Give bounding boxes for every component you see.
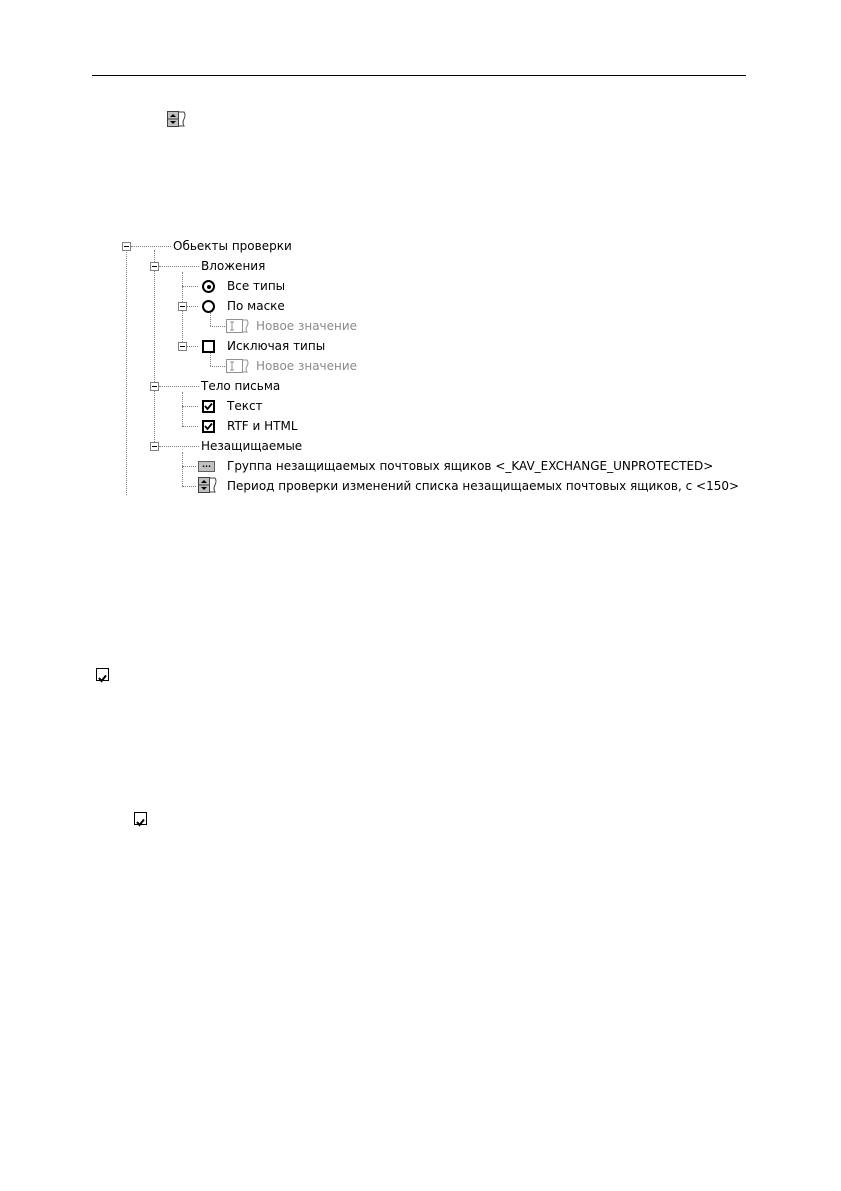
- unprotected-period-label[interactable]: Период проверки изменений списка незащищаемых почтовых ящиков, с <150>: [227, 479, 740, 493]
- collapse-toggle-icon[interactable]: [150, 262, 159, 271]
- text-label[interactable]: Текст: [227, 399, 263, 413]
- tree-connector: [182, 392, 183, 426]
- tree-connector: [182, 286, 198, 287]
- tree-item-message-body-label[interactable]: Тело письма: [201, 379, 281, 393]
- all-types-label[interactable]: Все типы: [227, 279, 286, 293]
- spin-edit-icon: [198, 477, 222, 495]
- tree-connector: [187, 346, 198, 347]
- unprotected-group-label[interactable]: Группа незащищаемых почтовых ящиков <_KAV_EXCHANGE_UNPROTECTED>: [227, 459, 714, 473]
- tree-connector: [159, 266, 199, 267]
- tree-connector: [131, 246, 171, 247]
- collapse-toggle-icon[interactable]: [178, 342, 187, 351]
- tree-connector: [154, 250, 155, 448]
- tree-connector: [210, 366, 225, 367]
- tree-connector: [187, 306, 198, 307]
- text-checkbox[interactable]: [202, 400, 215, 413]
- rtf-html-label[interactable]: RTF и HTML: [227, 419, 298, 433]
- by-mask-label[interactable]: По маске: [227, 299, 285, 313]
- tree-connector: [159, 446, 199, 447]
- tree-connector: [182, 466, 196, 467]
- checkbox-checked-icon: [134, 812, 147, 825]
- tree-connector: [126, 250, 127, 495]
- checkbox-checked-icon: [96, 668, 109, 681]
- collapse-toggle-icon[interactable]: [150, 442, 159, 451]
- tree-connector: [182, 426, 198, 427]
- all-types-radio[interactable]: [202, 280, 215, 293]
- ellipsis-button-icon[interactable]: ...: [198, 461, 215, 472]
- tree-item-objects-label[interactable]: Обьекты проверки: [173, 239, 292, 253]
- edit-field-icon: [226, 359, 250, 373]
- tree-connector: [182, 452, 183, 486]
- tree-connector: [182, 406, 198, 407]
- by-mask-radio[interactable]: [202, 300, 215, 313]
- tree-connector: [210, 326, 225, 327]
- excluding-new-value[interactable]: Новое значение: [256, 359, 358, 373]
- collapse-toggle-icon[interactable]: [122, 242, 131, 251]
- collapse-toggle-icon[interactable]: [150, 382, 159, 391]
- tree-connector: [159, 386, 199, 387]
- edit-field-icon: [226, 319, 250, 333]
- by-mask-new-value[interactable]: Новое значение: [256, 319, 358, 333]
- excluding-types-checkbox[interactable]: [202, 340, 215, 353]
- collapse-toggle-icon[interactable]: [178, 302, 187, 311]
- tree-connector: [182, 486, 196, 487]
- rtf-html-checkbox[interactable]: [202, 420, 215, 433]
- tree-item-attachments-label[interactable]: Вложения: [201, 259, 266, 273]
- tree-item-unprotected-label[interactable]: Незащищаемые: [201, 439, 303, 453]
- excluding-types-label[interactable]: Исключая типы: [227, 339, 326, 353]
